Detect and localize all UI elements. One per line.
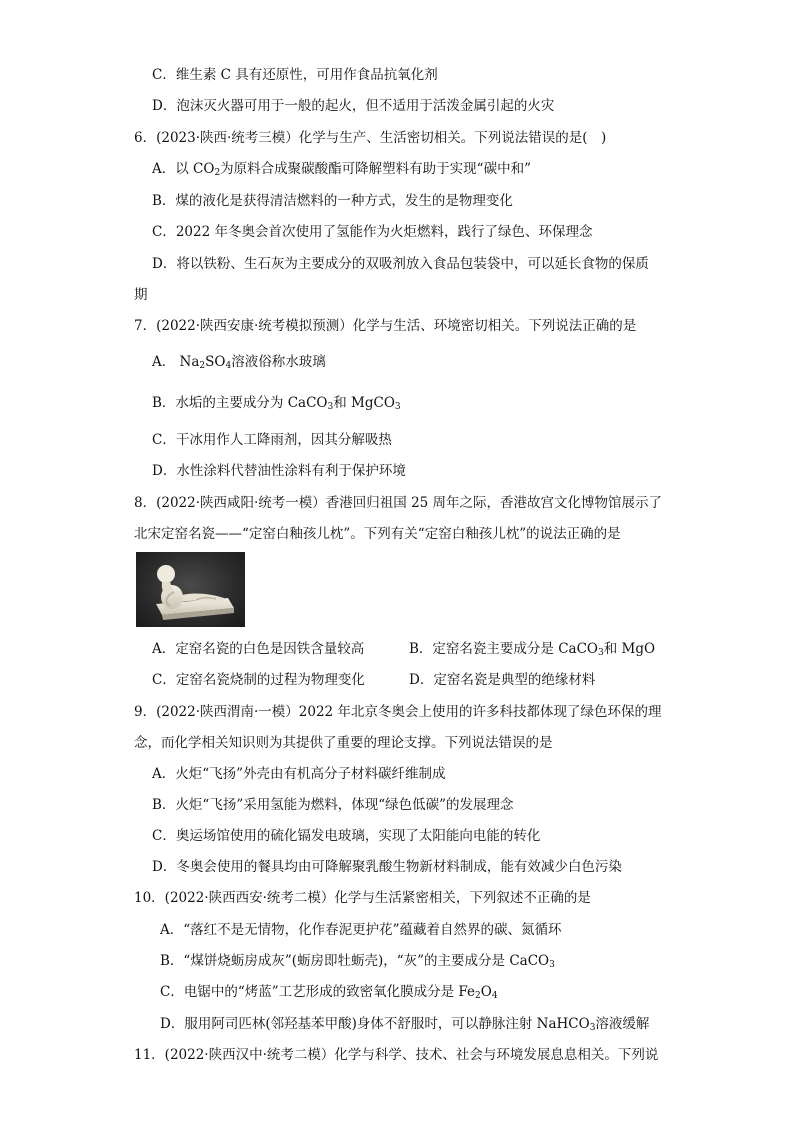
option-d-q5: D．泡沫灭火器可用于一般的起火，但不适用于活泼金属引起的火灾 <box>152 98 555 114</box>
option-d-q6: D．将以铁粉、生石灰为主要成分的双吸剂放入食品包装袋中，可以延长食物的保质 <box>152 256 649 272</box>
option-a-q6: A．以 $CO_2$为原料合成聚碳酸酯可降解塑料有助于实现“碳中和” <box>152 161 531 178</box>
option-c-q8: C．定窑名瓷烧制的过程为物理变化 <box>152 672 365 688</box>
option-c-q6: C．2022 年冬奥会首次使用了氢能作为火炬燃料，践行了绿色、环保理念 <box>152 224 593 240</box>
porcelain-pillow-photo <box>136 552 245 627</box>
option-c-q7: C．干冰用作人工降雨剂，因其分解吸热 <box>152 432 392 448</box>
question-11-stem: 11．(2022·陕西汉中·统考二模）化学与科学、技术、社会与环境发展息息相关。下列说 <box>134 1047 659 1063</box>
option-d-q9: D．冬奥会使用的餐具均由可降解聚乳酸生物新材料制成，能有效减少白色污染 <box>152 859 622 875</box>
option-b-q8: B．定窑名瓷主要成分是 CaCO$_3$和 MgO <box>409 641 656 658</box>
question-8-stem-line1: 8．(2022·陕西咸阳·统考一模）香港回归祖国 25 周年之际，香港故宫文化博物馆展示了 <box>134 495 663 511</box>
option-b-q6: B．煤的液化是获得清洁燃料的一种方式，发生的是物理变化 <box>152 193 513 209</box>
option-c-q10: C．电锯中的“烤蓝”工艺形成的致密氧化膜成分是 $Fe_2O_4$ <box>160 984 498 1001</box>
option-a-q9: A．火炬“飞扬”外壳由有机高分子材料碳纤维制成 <box>152 766 446 782</box>
question-8-stem-line2: 北宋定窑名瓷——“定窑白釉孩儿枕”。下列有关“定窑白釉孩儿枕”的说法正确的是 <box>134 526 621 542</box>
option-b-q7: B．水垢的主要成分为 CaCO$_3$和 MgCO$_3$ <box>152 395 401 412</box>
option-d-q6-continuation: 期 <box>134 287 148 303</box>
option-a-q7: A． $Na_2SO_4$溶液俗称水玻璃 <box>152 354 326 371</box>
option-a-q8: A．定窑名瓷的白色是因铁含量较高 <box>152 641 365 657</box>
option-b-q9: B．火炬“飞扬”采用氢能为燃料，体现“绿色低碳”的发展理念 <box>152 797 514 813</box>
question-6-stem: 6．(2023·陕西·统考三模）化学与生产、生活密切相关。下列说法错误的是( ) <box>134 130 607 146</box>
question-9-stem-line2: 念，而化学相关知识则为其提供了重要的理论支撑。下列说法错误的是 <box>134 735 553 751</box>
option-d-q7: D．水性涂料代替油性涂料有利于保护环境 <box>152 463 406 479</box>
question-7-stem: 7．(2022·陕西安康·统考模拟预测）化学与生活、环境密切相关。下列说法正确的是 <box>134 318 637 334</box>
question-10-stem: 10．(2022·陕西西安·统考二模）化学与生活紧密相关，下列叙述不正确的是 <box>134 890 591 906</box>
option-c-q5: C．维生素 C 具有还原性，可用作食品抗氧化剂 <box>152 67 438 83</box>
option-b-q10: B．“煤饼烧蛎房成灰”(蛎房即牡蛎壳)，“灰”的主要成分是 CaCO$_3$ <box>160 953 555 970</box>
option-a-q10: A．“落红不是无情物，化作春泥更护花”蕴藏着自然界的碳、氮循环 <box>160 922 562 938</box>
question-9-stem-line1: 9．(2022·陕西渭南·一模）2022 年北京冬奥会上使用的许多科技都体现了绿色环保的理 <box>134 704 662 720</box>
option-d-q10: D．服用阿司匹林(邻羟基苯甲酸)身体不舒服时，可以静脉注射 NaHCO$_3$溶液缓解 <box>160 1016 650 1033</box>
option-d-q8: D．定窑名瓷是典型的绝缘材料 <box>409 672 596 688</box>
option-c-q9: C．奥运场馆使用的硫化镉发电玻璃，实现了太阳能向电能的转化 <box>152 828 541 844</box>
